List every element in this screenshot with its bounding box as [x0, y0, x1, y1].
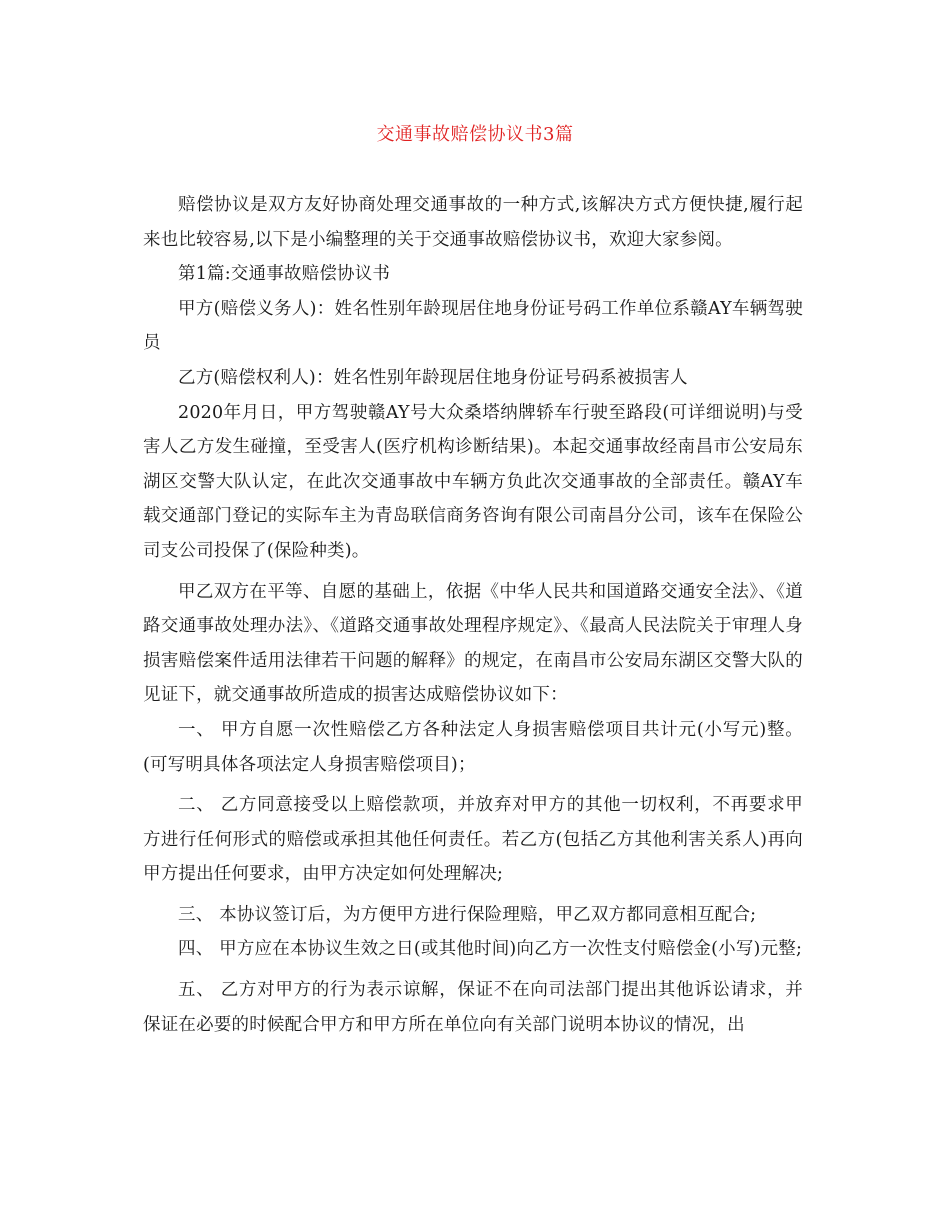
- accident-description-paragraph: 2020年月日，甲方驾驶赣AY号大众桑塔纳牌轿车行驶至路段(可详细说明)与受害人乙方发生碰撞，至受害人(医疗机构诊断结果)。本起交通事故经南昌市公安局东湖区交警大队认定，在此次交通事故中车辆方负此次交通事故的全部责任。赣AY车载交通部门登记的实际车主为青岛联信商务咨询有限公司南昌分公司，该车在保险公司支公司投保了(保险种类)。: [143, 402, 803, 561]
- document-title: 交通事故赔偿协议书3篇: [376, 124, 574, 145]
- section-heading: 第1篇:交通事故赔偿协议书: [178, 264, 391, 285]
- clause-5: 五、 乙方对甲方的行为表示谅解，保证不在向司法部门提出其他诉讼请求，并保证在必要的时候配合甲方和甲方所在单位向有关部门说明本协议的情况，出: [143, 980, 803, 1035]
- clause-2: 二、 乙方同意接受以上赔偿款项，并放弃对甲方的其他一切权利，不再要求甲方进行任何形式的赔偿或承担其他任何责任。若乙方(包括乙方其他利害关系人)再向甲方提出任何要求，由甲方决定如何处理解决;: [143, 795, 803, 885]
- party-a-paragraph: 甲方(赔偿义务人)：姓名性别年龄现居住地身份证号码工作单位系赣AY车辆驾驶员: [143, 298, 803, 354]
- clause-3: 三、 本协议签订后，为方便甲方进行保险理赔，甲乙双方都同意相互配合;: [178, 904, 757, 925]
- clause-4: 四、 甲方应在本协议生效之日(或其他时间)向乙方一次性支付赔偿金(小写)元整;: [178, 939, 803, 960]
- clause-1: 一、 甲方自愿一次性赔偿乙方各种法定人身损害赔偿项目共计元(小写元)整。(可写明具体各项法定人身损害赔偿项目)；: [143, 719, 803, 775]
- document-body: [143, 188, 803, 1042]
- agreement-basis-paragraph: 甲乙双方在平等、自愿的基础上，依据《中华人民共和国道路交通安全法》、《道路交通事故处理办法》、《道路交通事故处理程序规定》、《最高人民法院关于审理人身损害赔偿案件适用法律若干问题的解释》的规定，在南昌市公安局东湖区交警大队的见证下，就交通事故所造成的损害达成赔偿协议如下：: [143, 581, 803, 706]
- party-b-paragraph: 乙方(赔偿权利人)：姓名性别年龄现居住地身份证号码系被损害人: [178, 367, 688, 388]
- intro-paragraph: 赔偿协议是双方友好协商处理交通事故的一种方式,该解决方式方便快捷,履行起来也比较容易,以下是小编整理的关于交通事故赔偿协议书，欢迎大家参阅。: [143, 195, 803, 250]
